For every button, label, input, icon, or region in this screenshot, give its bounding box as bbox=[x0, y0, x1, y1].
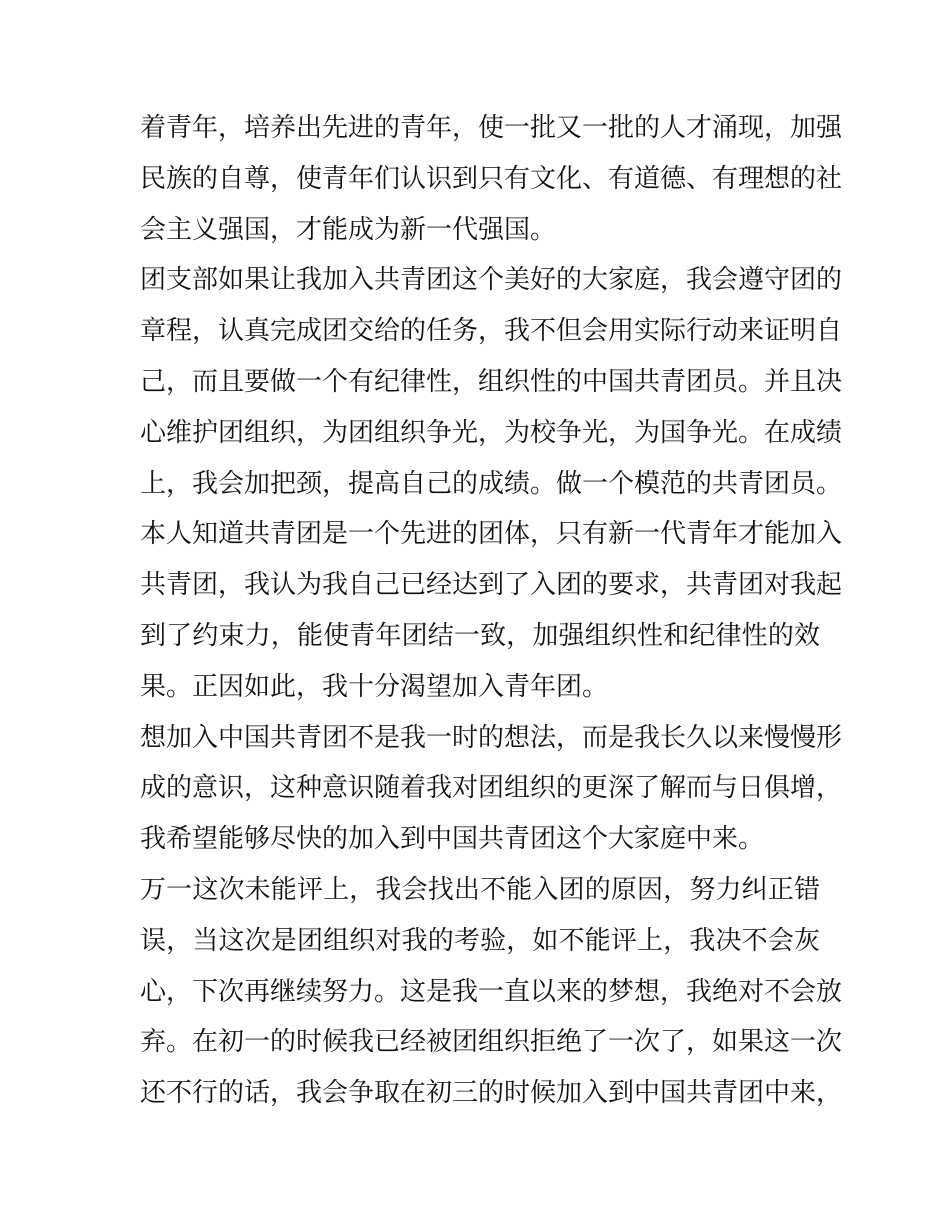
text-line: 想加入中国共青团不是我一时的想法，而是我长久以来慢慢形 bbox=[140, 722, 843, 753]
text-line: 心维护团组织，为团组织争光，为校争光，为国争光。在成绩 bbox=[140, 417, 843, 448]
text-line: 会主义强国，才能成为新一代强国。 bbox=[140, 214, 557, 245]
text-line: 章程，认真完成团交给的任务，我不但会用实际行动来证明自 bbox=[140, 316, 843, 347]
text-line: 果。正因如此，我十分渴望加入青年团。 bbox=[140, 671, 609, 702]
text-line: 到了约束力，能使青年团结一致，加强组织性和纪律性的效 bbox=[140, 620, 820, 651]
text-line: 本人知道共青团是一个先进的团体，只有新一代青年才能加入 bbox=[140, 519, 843, 550]
text-line: 己，而且要做一个有纪律性，组织性的中国共青团员。并且决 bbox=[140, 366, 843, 397]
text-line: 着青年，培养出先进的青年，使一批又一批的人才涌现，加强 bbox=[140, 113, 843, 143]
body-text bbox=[140, 103, 843, 1119]
text-line: 万一这次未能评上，我会找出不能入团的原因，努力纠正错 bbox=[140, 874, 820, 905]
text-line: 还不行的话，我会争取在初三的时候加入到中国共青团中来， bbox=[140, 1078, 843, 1109]
text-line: 弃。在初一的时候我已经被团组织拒绝了一次了，如果这一次 bbox=[140, 1027, 843, 1058]
text-line: 上，我会加把颈，提高自己的成绩。做一个模范的共青团员。 bbox=[140, 468, 843, 499]
text-line: 误，当这次是团组织对我的考验，如不能评上，我决不会灰 bbox=[140, 925, 820, 956]
text-line: 心，下次再继续努力。这是我一直以来的梦想，我绝对不会放 bbox=[140, 976, 843, 1007]
text-line: 团支部如果让我加入共青团这个美好的大家庭，我会遵守团的 bbox=[140, 265, 843, 296]
text-line: 我希望能够尽快的加入到中国共青团这个大家庭中来。 bbox=[140, 824, 765, 855]
text-line: 民族的自尊，使青年们认识到只有文化、有道德、有理想的社 bbox=[140, 163, 843, 194]
text-line: 成的意识，这种意识随着我对团组织的更深了解而与日俱增， bbox=[140, 773, 843, 804]
text-line: 共青团，我认为我自己已经达到了入团的要求，共青团对我起 bbox=[140, 570, 843, 601]
